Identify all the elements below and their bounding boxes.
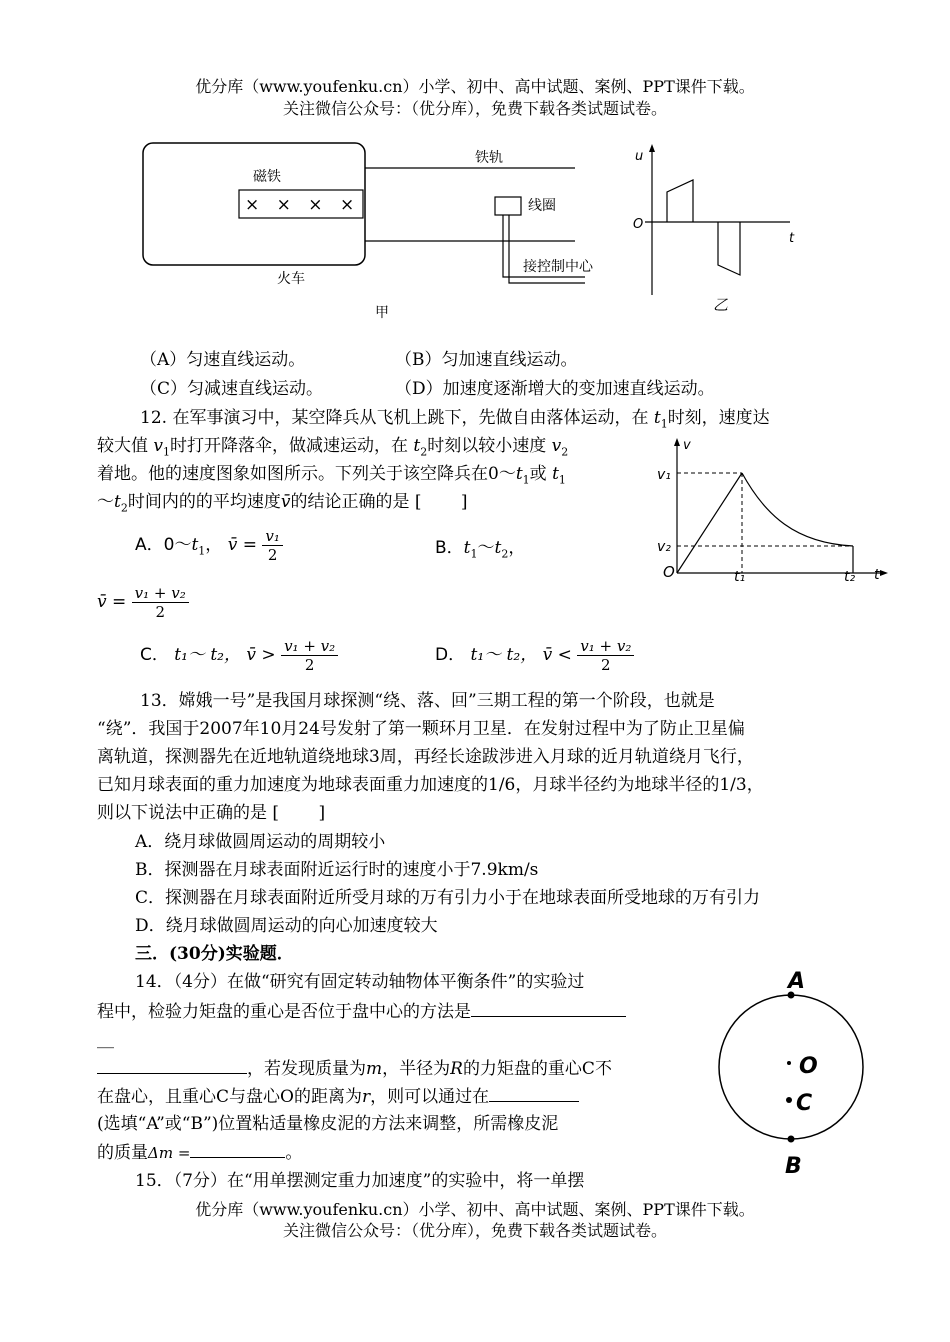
q12-t2-2: t [413,436,421,456]
q14-line-2 [97,998,626,1025]
q12-text-2d: 时打开降落伞，做减速运动，在 [170,436,414,456]
label-a: A [788,969,806,994]
caption-yi: 乙 [713,296,729,314]
vt-v2-label: v₂ [657,539,671,555]
q12-a-den: 2 [267,546,278,564]
q13-line-5: 则以下说法中正确的是 [ ] [97,803,326,823]
q14-line-4 [97,1055,612,1082]
q14-line-6: (选填“A”或“B”)位置粘适量橡皮泥的方法来调整，所需橡皮泥 [97,1114,559,1134]
q12-b-den: 2 [155,603,165,621]
q14-blank-method-2 [97,1055,247,1074]
u-axis-arrow [649,144,655,152]
q13-option-b: B．探测器在月球表面附近运行时的速度小于7.9km/s [135,860,539,880]
q12-t2-4-sub: 2 [120,501,128,515]
q12-v2-2: v [551,436,562,456]
q12-option-c [140,637,338,674]
q12-text-4d: 时间内的的平均速度 [127,492,281,512]
q14-text-5a: 在盘心，且重心C与盘心O的距离为 [97,1087,362,1107]
q13-line-2: “绕”．我国于2007年10月24号发射了第一颗环月卫星．在发射过程中为了防止卫星偏 [97,719,745,739]
q13-line-1: 13．嫦娥一号”是我国月球探测“绕、落、回”三期工程的第一个阶段，也就是 [140,691,715,711]
q12-text-4f: 的结论正确的是 [ ] [290,492,468,512]
q12-b-t2-sub: 2 [501,547,509,561]
torque-disk [719,995,863,1139]
q14-blank-method [471,998,626,1017]
figure-jia [135,135,605,325]
q12-b-label: B． [435,538,464,558]
q12-d-num: v₁ + v₂ [577,637,634,656]
q12-b-num: v₁ + v₂ [132,584,189,603]
q12-text-1d: 时刻，速度达 [667,408,770,428]
header-line-2: 关注微信公众号：（优分库），免费下载各类试题试卷。 [282,99,667,118]
caption-jia: 甲 [375,305,389,321]
q11-option-b: （B）匀加速直线运动。 [395,350,578,370]
magnet-label: 磁铁 [253,169,281,185]
header-line-1: 优分库（www.youfenku.cn）小学、初中、高中试题、案例、PPT课件下载。 [195,77,755,96]
torque-disk-figure [705,960,875,1185]
figure-yi [625,140,805,320]
q14-text-4c: 的力矩盘的重心C不 [462,1059,612,1079]
q12-option-b-formula [97,584,189,621]
q12-v1-2-sub: 1 [163,445,171,459]
q13-option-d: D．绕月球做圆周运动的向心加速度较大 [135,916,438,936]
q12-c-range: t₁～ t₂， [174,645,241,665]
point-o [787,1061,791,1065]
q12-t1-3b-sub: 1 [558,473,566,487]
point-b [788,1136,795,1143]
q12-t2-4: t [114,492,121,512]
q12-c-den: 2 [304,656,315,674]
vt-t2-label: t₂ [844,569,856,585]
q12-line-4 [97,489,468,521]
q12-b-tilde: ～ [477,538,495,558]
q12-b-end: ， [508,538,526,558]
rail-label: 铁轨 [475,150,503,166]
q14-R: R [450,1059,463,1079]
u-label: u [635,149,644,164]
q12-b-t1-sub: 1 [470,547,478,561]
q12-a-sep: ， [205,535,223,555]
q12-v1-2: v [153,436,164,456]
q13-line-3: 离轨道，探测器先在近地轨道绕地球3周，再经长途跋涉进入月球的近月轨道绕月飞行， [97,747,754,767]
label-o: O [799,1054,818,1079]
q12-a-num: v₁ [262,527,283,546]
q11-option-c: （C）匀减速直线运动。 [140,379,324,399]
q12-a-vbar: v̄ = [227,535,257,555]
q12-option-b [435,533,525,560]
q12-d-label: D． [435,645,466,665]
vt-t-arrow [880,570,888,576]
t-label: t [789,231,795,246]
q13-line-4: 已知月球表面的重力加速度为地球表面重力加速度的1/6，月球半径约为地球半径的1/3， [97,775,764,795]
vt-v-label: v [683,438,691,453]
vt-graph [655,435,895,585]
q12-text-3a: 着地。他的速度图象如图所示。下列关于该空降兵在0～ [97,464,516,484]
footer-line-1: 优分库（www.youfenku.cn）小学、初中、高中试题、案例、PPT课件下载。 [195,1200,755,1219]
vt-v-arrow [674,438,680,446]
origin-label: O [633,217,644,232]
q14-text-7c: 。 [285,1143,303,1163]
q12-a-frac [262,527,283,564]
q12-text-2g: 时刻以较小速度 [427,436,552,456]
q12-t1-1: t [653,408,661,428]
q14-line-3: __ [97,1029,114,1049]
q14-m: m [366,1059,383,1079]
q12-text-3d: 或 [529,464,553,484]
q12-vbar-4: v̄ [280,492,291,512]
q15-line-1: 15．（7分）在“用单摆测定重力加速度”的实验中，将一单摆 [135,1171,585,1191]
magnet-marks: × × × × [245,195,361,215]
q12-t2-2-sub: 2 [420,445,428,459]
q12-a-label: A．0～ [135,535,192,555]
q12-t1-3b: t [552,464,559,484]
q12-d-range: t₁～ t₂， [470,645,538,665]
q12-b-vbar: v̄ = [97,592,127,612]
q12-t1-3: t [515,464,523,484]
q11-option-d: （D）加速度逐渐增大的变加速直线运动。 [395,379,715,399]
q12-text-1a: 12. 在军事演习中，某空降兵从飞机上跳下，先做自由落体运动，在 [140,408,654,428]
q12-option-a [135,527,283,564]
coil-box [495,197,521,215]
q13-option-c: C．探测器在月球表面附近所受月球的万有引力小于在地球表面所受地球的万有引力 [135,888,761,908]
vt-v1-label: v₁ [657,467,671,483]
q14-blank-mass [190,1139,285,1158]
q12-t1-1-sub: 1 [660,417,668,431]
point-c [786,1097,792,1103]
q14-text-4a: ，若发现质量为 [247,1059,366,1079]
q14-line-7 [97,1139,302,1166]
q14-delta-m: Δm = [148,1144,191,1162]
q12-b-t1: t [463,538,471,558]
q12-text-2a: 较大值 [97,436,154,456]
vt-t1-label: t₁ [734,569,746,585]
positive-pulse [667,180,693,222]
q12-d-frac [577,637,634,674]
coil-label: 线圈 [528,198,556,214]
q14-blank-position [489,1083,579,1102]
q12-c-vbar: v̄ > [246,645,276,665]
q12-b-t2: t [494,538,502,558]
q12-d-vbar: v̄ < [542,645,572,665]
control-label: 接控制中心 [523,259,593,275]
vt-decel-curve [742,473,853,546]
q12-v2-2-sub: 2 [561,445,569,459]
q14-r: r [361,1087,371,1107]
q12-a-t: t [191,535,199,555]
q14-text-5b: ，则可以通过在 [370,1087,490,1107]
q14-line-5 [97,1083,579,1110]
q12-option-d [435,637,634,674]
vt-origin-label: O [663,563,675,581]
label-c: C [796,1091,813,1116]
q12-c-frac [281,637,338,674]
vt-t-label: t [874,567,880,583]
section-3-title: 三．(30分)实验题． [135,944,294,964]
label-b: B [785,1154,802,1179]
q12-a-t-sub: 1 [198,544,206,558]
q11-option-a: （A）匀速直线运动。 [140,350,306,370]
q12-c-label: C． [140,645,169,665]
q14-text-7a: 的质量 [97,1143,148,1163]
q14-line-1: 14．（4分）在做“研究有固定转动轴物体平衡条件”的实验过 [135,972,585,992]
footer-line-2: 关注微信公众号：（优分库），免费下载各类试题试卷。 [282,1221,667,1240]
negative-pulse [718,222,740,275]
q12-text-4a: ～ [97,492,114,512]
q14-text-4b: ，半径为 [382,1059,451,1079]
vt-accel-line [677,473,742,573]
q12-b-frac [132,584,189,621]
q12-t1-3-sub: 1 [522,473,530,487]
q13-option-a: A．绕月球做圆周运动的周期较小 [135,832,386,852]
q12-c-num: v₁ + v₂ [281,637,338,656]
q12-d-den: 2 [601,656,611,674]
train-label: 火车 [277,271,305,287]
q14-text-2: 程中，检验力矩盘的重心是否位于盘中心的方法是 [97,1002,471,1022]
